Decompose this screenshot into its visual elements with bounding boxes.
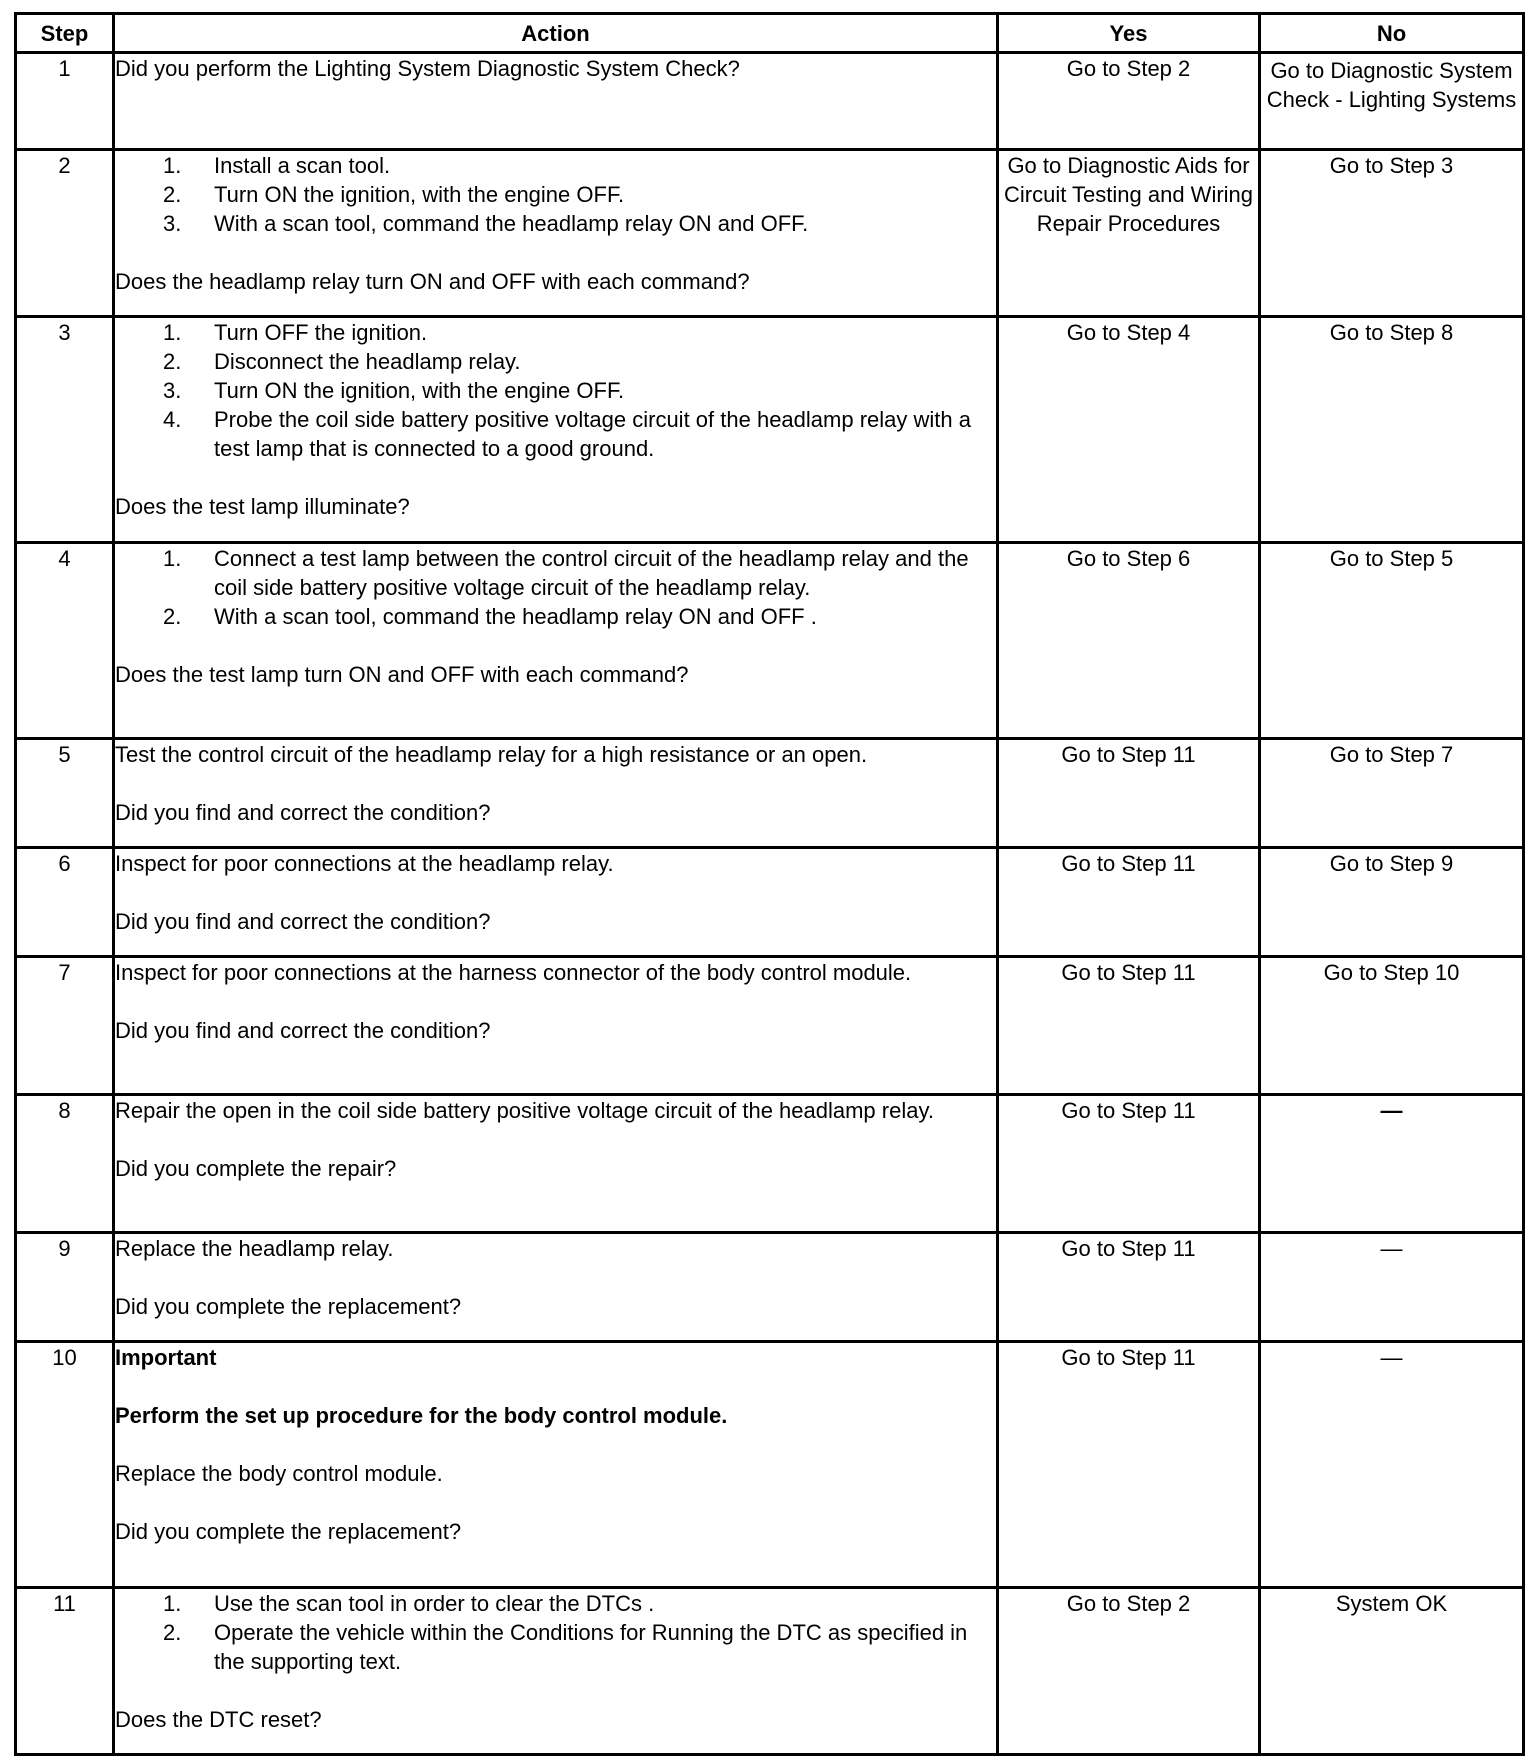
action-cell xyxy=(114,543,998,739)
action-text: Inspect for poor connections at the headlamp relay. xyxy=(115,851,614,876)
question-text: Did you find and correct the condition? xyxy=(115,909,491,934)
action-text: Inspect for poor connections at the harness connector of the body control module. xyxy=(115,960,912,985)
action-cell xyxy=(114,53,998,150)
diagnostic-table xyxy=(14,12,1525,1756)
question-text: Does the test lamp illuminate? xyxy=(115,494,410,519)
action-text: Did you perform the Lighting System Diagnostic System Check? xyxy=(115,56,740,81)
no-cell: — xyxy=(1260,1342,1524,1588)
step-number: 10 xyxy=(16,1342,114,1588)
question-text: Did you complete the replacement? xyxy=(115,1519,462,1544)
table-row xyxy=(16,848,1524,957)
table-row xyxy=(16,1095,1524,1233)
step-number: 7 xyxy=(16,957,114,1095)
list-item: 1. Use the scan tool in order to clear the DTCs . xyxy=(163,1591,655,1616)
action-cell xyxy=(114,848,998,957)
action-text: Repair the open in the coil side battery positive voltage circuit of the headlamp relay. xyxy=(115,1098,934,1123)
no-cell: Go to Diagnostic System Check - Lighting Systems xyxy=(1260,53,1524,150)
list-item: 2. Turn ON the ignition, with the engine OFF. xyxy=(163,182,625,207)
question-text: Does the DTC reset? xyxy=(115,1707,322,1732)
list-item: 2. Operate the vehicle within the Conditions for Running the DTC as specified in the supporting text. xyxy=(163,1620,968,1674)
action-cell xyxy=(114,1095,998,1233)
table-row xyxy=(16,1233,1524,1342)
yes-cell: Go to Step 4 xyxy=(998,317,1260,543)
table-row xyxy=(16,150,1524,317)
step-number: 3 xyxy=(16,317,114,543)
no-cell: Go to Step 10 xyxy=(1260,957,1524,1095)
action-text: Replace the headlamp relay. xyxy=(115,1236,394,1261)
list-item: 1. Turn OFF the ignition. xyxy=(163,320,428,345)
header-row xyxy=(16,14,1524,53)
no-cell: Go to Step 8 xyxy=(1260,317,1524,543)
action-cell xyxy=(114,739,998,848)
important-text: Perform the set up procedure for the body control module. xyxy=(115,1403,728,1428)
no-cell: — xyxy=(1260,1095,1524,1233)
procedure-list xyxy=(115,318,996,463)
action-text: Test the control circuit of the headlamp relay for a high resistance or an open. xyxy=(115,742,868,767)
step-number: 4 xyxy=(16,543,114,739)
list-item: 2. Disconnect the headlamp relay. xyxy=(163,349,521,374)
yes-cell: Go to Step 2 xyxy=(998,53,1260,150)
list-item: 3. Turn ON the ignition, with the engine OFF. xyxy=(163,378,625,403)
header-no: No xyxy=(1260,14,1524,53)
step-number: 5 xyxy=(16,739,114,848)
no-cell: — xyxy=(1260,1233,1524,1342)
action-cell xyxy=(114,317,998,543)
table-row xyxy=(16,317,1524,543)
no-cell: Go to Step 3 xyxy=(1260,150,1524,317)
list-item: 4. Probe the coil side battery positive voltage circuit of the headlamp relay with a test lamp that is connected to a good ground. xyxy=(163,407,971,461)
list-item: 1. Install a scan tool. xyxy=(163,153,391,178)
question-text: Does the test lamp turn ON and OFF with each command? xyxy=(115,662,689,687)
yes-cell: Go to Step 11 xyxy=(998,1095,1260,1233)
step-number: 2 xyxy=(16,150,114,317)
table-row xyxy=(16,53,1524,150)
header-step: Step xyxy=(16,14,114,53)
yes-cell: Go to Step 6 xyxy=(998,543,1260,739)
procedure-list xyxy=(115,151,996,238)
table-row xyxy=(16,543,1524,739)
yes-cell: Go to Step 11 xyxy=(998,739,1260,848)
header-yes: Yes xyxy=(998,14,1260,53)
yes-cell: Go to Step 11 xyxy=(998,1342,1260,1588)
important-heading: Important xyxy=(115,1345,217,1370)
step-number: 1 xyxy=(16,53,114,150)
no-cell: System OK xyxy=(1260,1588,1524,1755)
action-cell xyxy=(114,1233,998,1342)
action-cell xyxy=(114,1588,998,1755)
list-item: 1. Connect a test lamp between the control circuit of the headlamp relay and the coil side battery positive voltage circuit of the headlamp relay. xyxy=(163,546,969,600)
question-text: Did you complete the replacement? xyxy=(115,1294,462,1319)
step-number: 9 xyxy=(16,1233,114,1342)
list-item: 3. With a scan tool, command the headlamp relay ON and OFF. xyxy=(163,211,809,236)
table-row xyxy=(16,1342,1524,1588)
step-number: 8 xyxy=(16,1095,114,1233)
no-cell: Go to Step 7 xyxy=(1260,739,1524,848)
yes-cell: Go to Step 11 xyxy=(998,1233,1260,1342)
yes-cell: Go to Diagnostic Aids for Circuit Testing and Wiring Repair Procedures xyxy=(998,150,1260,317)
header-action: Action xyxy=(114,14,998,53)
no-cell: Go to Step 9 xyxy=(1260,848,1524,957)
procedure-list xyxy=(115,1589,996,1676)
yes-cell: Go to Step 11 xyxy=(998,848,1260,957)
action-cell xyxy=(114,957,998,1095)
procedure-list xyxy=(115,544,996,631)
table-row xyxy=(16,957,1524,1095)
question-text: Did you complete the repair? xyxy=(115,1156,397,1181)
question-text: Does the headlamp relay turn ON and OFF with each command? xyxy=(115,269,750,294)
question-text: Did you find and correct the condition? xyxy=(115,800,491,825)
yes-cell: Go to Step 2 xyxy=(998,1588,1260,1755)
no-cell: Go to Step 5 xyxy=(1260,543,1524,739)
list-item: 2. With a scan tool, command the headlamp relay ON and OFF . xyxy=(163,604,817,629)
question-text: Did you find and correct the condition? xyxy=(115,1018,491,1043)
step-number: 11 xyxy=(16,1588,114,1755)
action-cell xyxy=(114,1342,998,1588)
yes-cell: Go to Step 11 xyxy=(998,957,1260,1095)
table-row xyxy=(16,739,1524,848)
step-number: 6 xyxy=(16,848,114,957)
action-text: Replace the body control module. xyxy=(115,1461,443,1486)
action-cell xyxy=(114,150,998,317)
table-row xyxy=(16,1588,1524,1755)
